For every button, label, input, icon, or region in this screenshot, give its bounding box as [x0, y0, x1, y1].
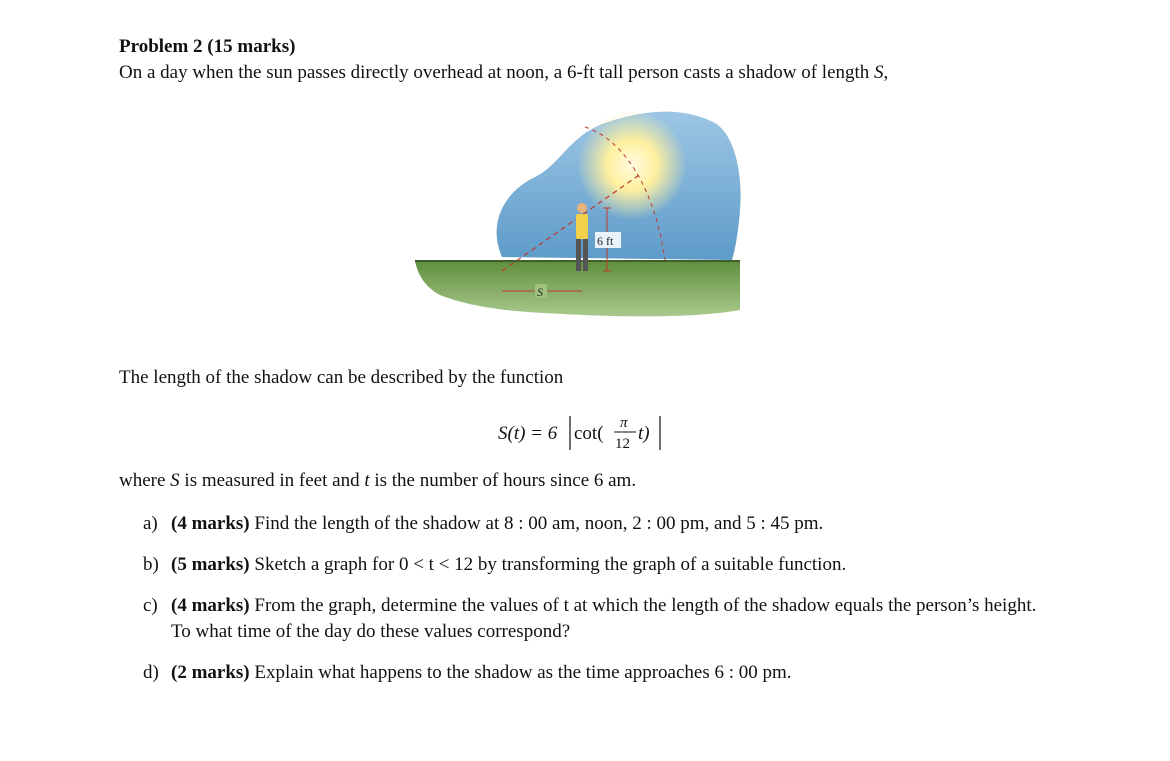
- part-b-label: b): [143, 554, 159, 575]
- part-d-marks: (2 marks): [171, 662, 250, 683]
- shadow-figure: [410, 105, 745, 323]
- part-c: [143, 593, 1053, 645]
- part-c-marks: (4 marks): [171, 595, 250, 616]
- shadow-illustration: [410, 105, 745, 323]
- part-b: [143, 552, 1053, 578]
- formula-func: cot(: [574, 423, 604, 444]
- part-a-marks: (4 marks): [171, 513, 250, 534]
- where-var-s: S: [170, 470, 180, 491]
- part-d: [143, 660, 1053, 686]
- where-part-3: is the number of hours since 6 am.: [369, 470, 637, 491]
- part-a-label: a): [143, 513, 158, 534]
- function-description: The length of the shadow can be described by the function: [119, 367, 564, 388]
- part-c-text: From the graph, determine the values of t at which the length of the shadow equals the person’s height. To what time of the day do these values correspond?: [171, 595, 1037, 642]
- shadow-formula: [498, 410, 688, 454]
- intro-variable: S: [874, 62, 884, 83]
- sun-shape: [577, 110, 687, 220]
- shadow-label: S: [537, 285, 543, 299]
- part-b-marks: (5 marks): [171, 554, 250, 575]
- part-d-text: Explain what happens to the shadow as the time approaches 6 : 00 pm.: [249, 662, 792, 683]
- part-b-text: Sketch a graph for 0 < t < 12 by transforming the graph of a suitable function.: [249, 554, 847, 575]
- part-a: [143, 511, 1053, 537]
- where-line: [119, 470, 636, 492]
- height-label: 6 ft: [597, 234, 614, 248]
- formula-denominator: 12: [615, 436, 630, 452]
- intro-end: ,: [883, 62, 889, 83]
- intro-sentence: On a day when the sun passes directly overhead at noon, a 6-ft tall person casts a shadow of length: [119, 62, 875, 83]
- formula-lhs: S(t) = 6: [498, 423, 558, 444]
- formula-numerator: π: [620, 415, 628, 431]
- part-d-label: d): [143, 662, 159, 683]
- formula-arg: t): [638, 423, 650, 444]
- part-a-text: Find the length of the shadow at 8 : 00 am, noon, 2 : 00 pm, and 5 : 45 pm.: [249, 513, 824, 534]
- part-c-label: c): [143, 595, 158, 616]
- where-var-t: t: [364, 470, 370, 491]
- problem-heading: Problem 2 (15 marks): [119, 36, 296, 57]
- where-part-1: where: [119, 470, 171, 491]
- formula-graphic: [498, 410, 688, 454]
- intro-text: [119, 62, 888, 84]
- where-part-2: is measured in feet and: [179, 470, 365, 491]
